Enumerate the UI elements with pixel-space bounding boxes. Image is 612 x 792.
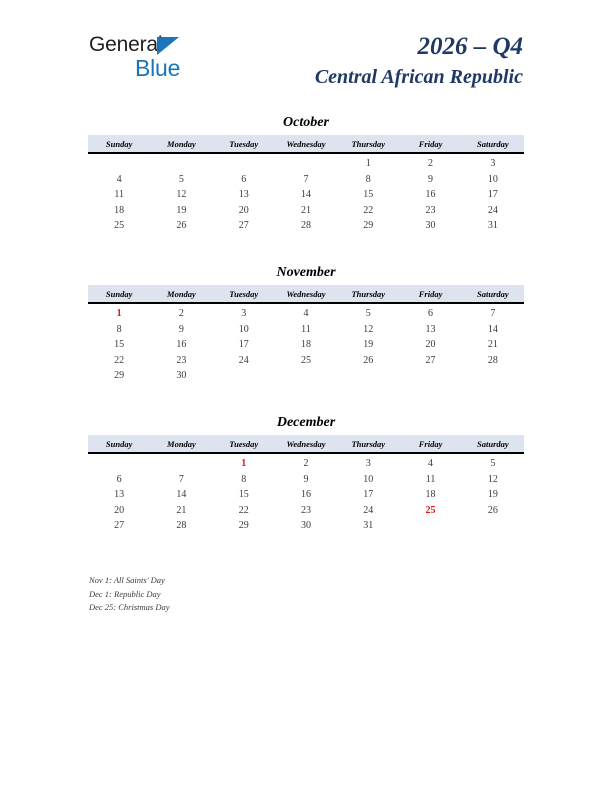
calendar-week-row (88, 153, 524, 172)
weekday-header-row (88, 285, 524, 303)
month-block-october (88, 113, 524, 234)
holiday-note: Dec 25: Christmas Day (89, 602, 170, 612)
calendar-day[interactable]: 24 (363, 504, 374, 516)
calendar-day[interactable]: 16 (300, 489, 311, 501)
calendar-day[interactable]: 17 (487, 189, 498, 201)
calendar-day[interactable]: 8 (116, 323, 122, 335)
calendar-day[interactable]: 6 (428, 308, 434, 320)
calendar-day[interactable]: 13 (114, 489, 125, 501)
calendar-day[interactable]: 7 (490, 308, 496, 320)
calendar-day[interactable]: 30 (425, 220, 436, 232)
calendar-week-row (88, 337, 524, 353)
weekday-header-monday: Monday (150, 435, 212, 453)
calendar-day-empty (399, 368, 461, 384)
weekday-header-thursday: Thursday (337, 435, 399, 453)
calendar-day[interactable]: 18 (114, 204, 125, 216)
calendar-week-row (88, 187, 524, 203)
calendar-day-empty (337, 368, 399, 384)
calendar-body (88, 153, 524, 234)
calendar-day[interactable]: 9 (303, 473, 309, 485)
calendar-day-holiday[interactable]: 1 (241, 458, 247, 470)
calendar-day[interactable]: 13 (425, 323, 436, 335)
calendar-day[interactable]: 8 (365, 173, 371, 185)
calendar-day[interactable]: 12 (487, 473, 498, 485)
calendar-day[interactable]: 27 (425, 354, 436, 366)
weekday-header-row (88, 435, 524, 453)
calendar-day[interactable]: 31 (363, 520, 374, 532)
calendar-day[interactable]: 24 (487, 204, 498, 216)
calendar-day[interactable]: 2 (303, 458, 309, 470)
calendar-day[interactable]: 10 (238, 323, 249, 335)
weekday-header-monday: Monday (150, 285, 212, 303)
calendar-day-empty (275, 368, 337, 384)
brand-name-blue: Blue (135, 55, 181, 81)
calendar-table-december (88, 435, 524, 534)
calendar-day[interactable]: 19 (363, 339, 374, 351)
calendar-week-row (88, 518, 524, 534)
month-title: October (283, 115, 329, 130)
calendar-day-empty (275, 153, 337, 172)
month-title: December (276, 415, 336, 430)
calendar-day[interactable]: 18 (425, 489, 436, 501)
calendar-day[interactable]: 11 (301, 323, 311, 335)
calendar-table-november (88, 285, 524, 384)
calendar-week-row (88, 487, 524, 503)
month-block-december (88, 413, 524, 534)
weekday-header-sunday: Sunday (88, 285, 150, 303)
calendar-day-empty (213, 368, 275, 384)
calendar-day[interactable]: 29 (114, 370, 125, 382)
calendar-day[interactable]: 17 (238, 339, 249, 351)
calendar-day[interactable]: 21 (487, 339, 498, 351)
weekday-header-tuesday: Tuesday (213, 135, 275, 153)
calendar-day[interactable]: 23 (425, 204, 436, 216)
calendar-day[interactable]: 5 (178, 173, 184, 185)
calendar-day[interactable]: 26 (176, 220, 187, 232)
weekday-header-saturday: Saturday (462, 135, 524, 153)
calendar-day[interactable]: 21 (176, 504, 187, 516)
page-header (0, 0, 612, 110)
calendar-day[interactable]: 27 (114, 520, 125, 532)
weekday-header-saturday: Saturday (462, 285, 524, 303)
calendar-day[interactable]: 29 (238, 520, 249, 532)
calendar-day[interactable]: 4 (116, 173, 122, 185)
quarter-title: 2026 – Q4 (417, 33, 523, 60)
calendar-day[interactable]: 12 (363, 323, 374, 335)
calendar-day[interactable]: 8 (241, 473, 247, 485)
calendar-body (88, 303, 524, 384)
calendar-day[interactable]: 30 (300, 520, 311, 532)
calendar-day[interactable]: 3 (490, 158, 496, 170)
calendar-day[interactable]: 15 (114, 339, 125, 351)
weekday-header-friday: Friday (399, 135, 461, 153)
calendar-day-holiday[interactable]: 25 (425, 504, 436, 516)
calendar-week-row (88, 503, 524, 519)
calendar-day[interactable]: 4 (303, 308, 309, 320)
weekday-header-wednesday: Wednesday (275, 135, 337, 153)
weekday-header-sunday: Sunday (88, 435, 150, 453)
calendar-week-row (88, 203, 524, 219)
weekday-header-thursday: Thursday (337, 135, 399, 153)
calendar-day[interactable]: 27 (238, 220, 249, 232)
calendar-day[interactable]: 3 (365, 458, 371, 470)
calendar-day-empty (150, 153, 212, 172)
weekday-header-sunday: Sunday (88, 135, 150, 153)
calendar-day[interactable]: 16 (425, 189, 436, 201)
weekday-header-saturday: Saturday (462, 435, 524, 453)
calendar-day[interactable]: 16 (176, 339, 187, 351)
calendar-day[interactable]: 6 (116, 473, 122, 485)
calendar-day[interactable]: 11 (425, 473, 436, 485)
calendar-day-holiday[interactable]: 1 (116, 308, 122, 320)
calendar-day[interactable]: 7 (303, 173, 309, 185)
calendar-day[interactable]: 18 (300, 339, 311, 351)
calendar-day-empty (88, 153, 150, 172)
holiday-note: Nov 1: All Saints' Day (89, 575, 165, 585)
holiday-notes (89, 574, 389, 615)
calendar-day[interactable]: 5 (365, 308, 371, 320)
weekday-header-friday: Friday (399, 435, 461, 453)
calendar-day[interactable]: 21 (300, 204, 311, 216)
calendar-day-empty (462, 518, 524, 534)
weekday-header-thursday: Thursday (337, 285, 399, 303)
calendar-day[interactable]: 28 (487, 354, 498, 366)
calendar-day[interactable]: 2 (178, 308, 184, 320)
calendar-day-empty (462, 368, 524, 384)
calendar-day[interactable]: 25 (114, 220, 125, 232)
calendar-day[interactable]: 23 (176, 354, 187, 366)
brand-logo (89, 33, 279, 83)
calendar-day[interactable]: 19 (176, 204, 187, 216)
calendar-day[interactable]: 9 (178, 323, 184, 335)
title-block (315, 32, 523, 90)
calendar-day-empty (399, 518, 461, 534)
calendar-table-october (88, 135, 524, 234)
calendar-day[interactable]: 28 (300, 220, 311, 232)
calendar-week-row (88, 322, 524, 338)
calendar-day[interactable]: 26 (363, 354, 374, 366)
calendar-day[interactable]: 22 (114, 354, 125, 366)
calendar-day[interactable]: 15 (238, 489, 249, 501)
month-title: November (276, 265, 336, 280)
calendar-day[interactable]: 24 (238, 354, 249, 366)
calendar-week-row (88, 453, 524, 472)
weekday-header-friday: Friday (399, 285, 461, 303)
calendar-day[interactable]: 20 (238, 204, 249, 216)
calendar-day[interactable]: 15 (363, 189, 374, 201)
calendar-day[interactable]: 19 (487, 489, 498, 501)
calendar-day-empty (213, 153, 275, 172)
calendar-day[interactable]: 23 (300, 504, 311, 516)
calendar-day[interactable]: 31 (487, 220, 498, 232)
calendar-day[interactable]: 3 (241, 308, 247, 320)
calendar-day[interactable]: 14 (176, 489, 187, 501)
calendar-day[interactable]: 25 (300, 354, 311, 366)
country-title: Central African Republic (314, 66, 523, 88)
month-block-november (88, 263, 524, 384)
calendar-day-empty (88, 453, 150, 472)
calendar-day[interactable]: 11 (114, 189, 124, 201)
calendar-day[interactable]: 1 (365, 158, 371, 170)
weekday-header-wednesday: Wednesday (275, 285, 337, 303)
calendar-week-row (88, 303, 524, 322)
calendar-day[interactable]: 22 (238, 504, 249, 516)
calendar-day[interactable]: 12 (176, 189, 187, 201)
calendar-day[interactable]: 29 (363, 220, 374, 232)
calendar-week-row (88, 172, 524, 188)
triangle-icon (157, 37, 179, 55)
calendar-day[interactable]: 7 (178, 473, 184, 485)
weekday-header-monday: Monday (150, 135, 212, 153)
calendar-week-row (88, 368, 524, 384)
calendar-day[interactable]: 13 (238, 189, 249, 201)
calendar-day[interactable]: 14 (487, 323, 498, 335)
calendar-day[interactable]: 10 (487, 173, 498, 185)
calendar-day[interactable]: 22 (363, 204, 374, 216)
calendar-day[interactable]: 17 (363, 489, 374, 501)
weekday-header-wednesday: Wednesday (275, 435, 337, 453)
calendar-day[interactable]: 9 (428, 173, 434, 185)
calendar-day-empty (150, 453, 212, 472)
calendar-day[interactable]: 30 (176, 370, 187, 382)
weekday-header-tuesday: Tuesday (213, 285, 275, 303)
calendar-body (88, 453, 524, 534)
calendar-week-row (88, 472, 524, 488)
calendar-day[interactable]: 2 (428, 158, 434, 170)
calendar-week-row (88, 353, 524, 369)
calendar-day[interactable]: 6 (241, 173, 247, 185)
brand-name-general: General (89, 33, 163, 56)
calendar-week-row (88, 218, 524, 234)
calendar-day[interactable]: 20 (114, 504, 125, 516)
weekday-header-row (88, 135, 524, 153)
calendar-day[interactable]: 5 (490, 458, 496, 470)
holiday-note: Dec 1: Republic Day (89, 588, 161, 599)
calendar-day[interactable]: 10 (363, 473, 374, 485)
calendar-day[interactable]: 26 (487, 504, 498, 516)
calendar-day[interactable]: 28 (176, 520, 187, 532)
calendar-day[interactable]: 14 (300, 189, 311, 201)
weekday-header-tuesday: Tuesday (213, 435, 275, 453)
calendar-day[interactable]: 20 (425, 339, 436, 351)
calendar-day[interactable]: 4 (428, 458, 434, 470)
